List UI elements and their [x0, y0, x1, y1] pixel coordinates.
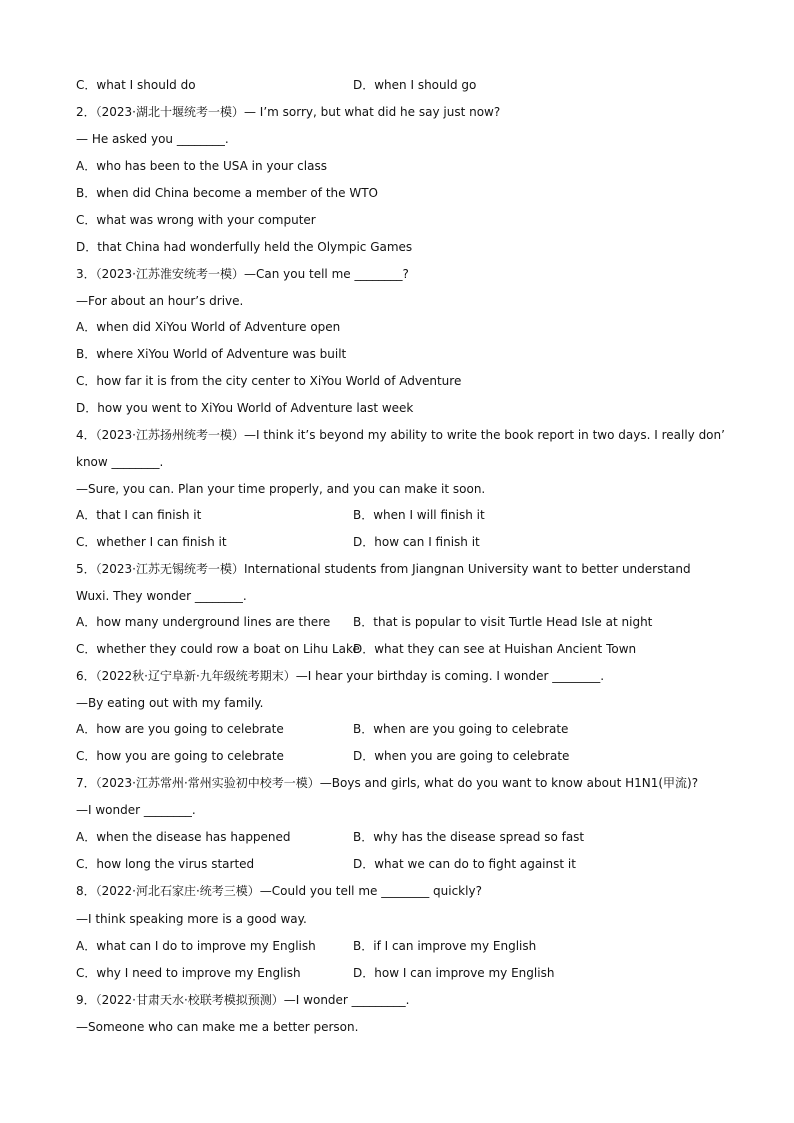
q2-option-b: B．when did China become a member of the WTO: [76, 186, 378, 200]
q7-option-b: B．why has the disease spread so fast: [353, 830, 585, 844]
q7-option-d: D．what we can do to fight against it: [353, 857, 576, 871]
q6-option-c: C．how you are going to celebrate: [76, 749, 284, 763]
q8-option-b: B．if I can improve my English: [353, 939, 537, 953]
q2-stem: 2．（2023·湖北十堰统考一模）— I’m sorry, but what did he say just now?: [76, 105, 501, 119]
q5-option-d: D．what they can see at Huishan Ancient Town: [353, 642, 637, 656]
q2-reply: — He asked you ________.: [76, 132, 229, 146]
q4-stem-line1: 4．（2023·江苏扬州统考一模）—I think it’s beyond my ability to write the book report in two days. I really don’: [76, 428, 725, 442]
q8-stem: 8．（2022·河北石家庄·统考三模）—Could you tell me ________ quickly?: [76, 884, 482, 898]
q3-reply: —For about an hour’s drive.: [76, 294, 244, 308]
q5-option-b: B．that is popular to visit Turtle Head Isle at night: [353, 615, 653, 629]
q6-stem: 6．（2022秋·辽宁阜新·九年级统考期末）—I hear your birthday is coming. I wonder ________.: [76, 669, 605, 683]
q6-option-a: A．how are you going to celebrate: [76, 722, 284, 736]
q2-option-c: C．what was wrong with your computer: [76, 213, 316, 227]
q7-reply: —I wonder ________.: [76, 803, 196, 817]
q9-reply: —Someone who can make me a better person.: [76, 1020, 359, 1034]
q5-stem-line2: Wuxi. They wonder ________.: [76, 589, 247, 603]
q8-option-a: A．what can I do to improve my English: [76, 939, 316, 953]
q4-option-a: A．that I can finish it: [76, 508, 202, 522]
q3-option-b: B．where XiYou World of Adventure was built: [76, 347, 347, 361]
q3-option-c: C．how far it is from the city center to XiYou World of Adventure: [76, 374, 462, 388]
q2-option-a: A．who has been to the USA in your class: [76, 159, 327, 173]
q3-option-a: A．when did XiYou World of Adventure open: [76, 320, 341, 334]
q3-option-d: D．how you went to XiYou World of Adventure last week: [76, 401, 414, 415]
q6-reply: —By eating out with my family.: [76, 696, 264, 710]
q7-option-c: C．how long the virus started: [76, 857, 255, 871]
q4-option-c: C．whether I can finish it: [76, 535, 227, 549]
q6-option-d: D．when you are going to celebrate: [353, 749, 570, 763]
q2-option-d: D．that China had wonderfully held the Olympic Games: [76, 240, 413, 254]
q8-option-d: D．how I can improve my English: [353, 966, 555, 980]
q7-stem: 7．（2023·江苏常州·常州实验初中校考一模）—Boys and girls, what do you want to know about H1N1(甲流)?: [76, 776, 699, 790]
q6-option-b: B．when are you going to celebrate: [353, 722, 569, 736]
q8-reply: —I think speaking more is a good way.: [76, 912, 307, 926]
q9-stem: 9．（2022·甘肃天水·校联考模拟预测）—I wonder _________.: [76, 993, 410, 1007]
q4-stem-line2: know ________.: [76, 455, 164, 469]
q4-option-d: D．how can I finish it: [353, 535, 480, 549]
q1-option-c: C．what I should do: [76, 78, 196, 92]
q5-option-a: A．how many underground lines are there: [76, 615, 331, 629]
q4-reply: —Sure, you can. Plan your time properly, and you can make it soon.: [76, 482, 486, 496]
q5-option-c: C．whether they could row a boat on Lihu Lake: [76, 642, 360, 656]
q3-stem: 3．（2023·江苏淮安统考一模）—Can you tell me ________?: [76, 267, 409, 281]
q7-option-a: A．when the disease has happened: [76, 830, 291, 844]
q5-stem-line1: 5．（2023·江苏无锡统考一模）International students from Jiangnan University want to better understand: [76, 562, 691, 576]
q8-option-c: C．why I need to improve my English: [76, 966, 301, 980]
q4-option-b: B．when I will finish it: [353, 508, 485, 522]
q1-option-d: D．when I should go: [353, 78, 477, 92]
